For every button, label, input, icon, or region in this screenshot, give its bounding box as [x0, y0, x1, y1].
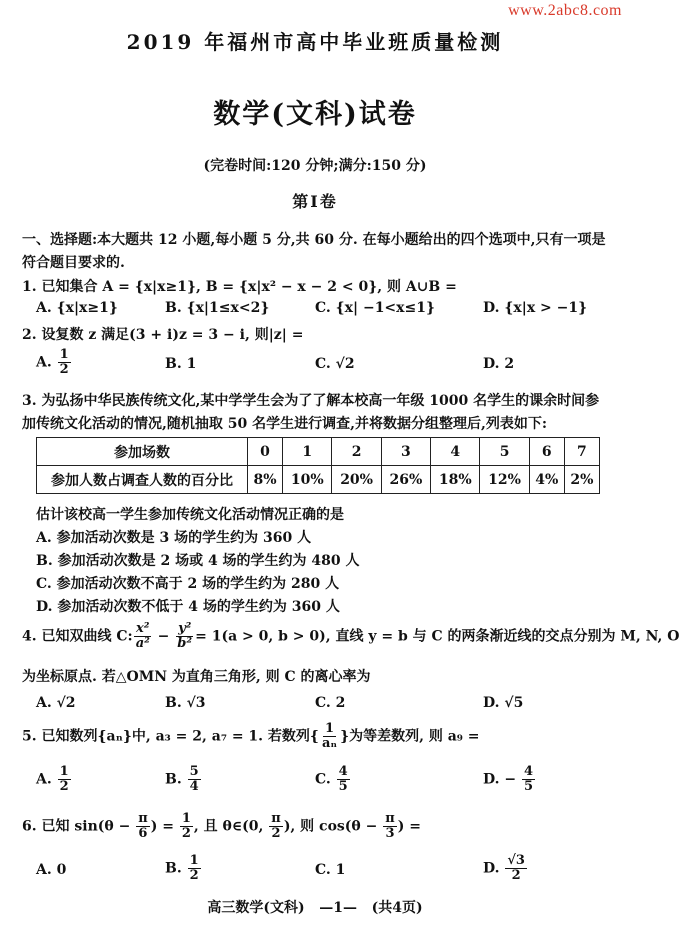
participation-table: [36, 437, 600, 494]
fraction-denominator: 2: [511, 868, 521, 883]
q4-option-a: A. √2: [36, 695, 76, 711]
q6-stem-part-5: ) =: [397, 818, 421, 835]
fraction-denominator: 4: [189, 779, 199, 794]
q4-fraction-x: [134, 622, 152, 651]
fraction-numerator: π: [138, 811, 148, 826]
fraction-denominator: 2: [59, 779, 69, 794]
table-cell: 2: [332, 438, 381, 466]
table-cell: 7: [564, 438, 599, 466]
q3-option-d: D. 参加活动次数不低于 4 场的学生约为 360 人: [36, 599, 340, 615]
exam-header-title: 2019 年福州市高中毕业班质量检测: [126, 30, 504, 54]
q1-option-c: C. {x| −1<x≤1}: [315, 300, 435, 316]
q6-fraction-4: [383, 812, 397, 841]
fraction-denominator: 2: [271, 826, 281, 841]
exam-info: (完卷时间:120 分钟;满分:150 分): [203, 158, 427, 174]
q6-stem: [22, 812, 421, 841]
q5-stem-suffix: }为等差数列, 则 a₉ =: [340, 728, 480, 745]
table-cell: 5: [480, 438, 529, 466]
table-row-header: 参加场数: [37, 438, 248, 466]
fraction-denominator: 5: [338, 779, 348, 794]
q4-stem-line-1: 4. 已知双曲线 C: $\frac{\text{x²}}{\text{a²}}$ − $\frac{\text{y²}}{\text{b²}}$ = 1(a > 0, b > 0), 直线 y = b 与 C 的两条渐近线的交点分别为 M, N, O: [22, 621, 680, 651]
q6-option-b-label: B.: [165, 860, 182, 877]
q3-prompt: 估计该校高一学生参加传统文化活动情况正确的是: [36, 507, 344, 523]
q5-option-d-label: D. −: [483, 771, 517, 788]
table-row: [37, 466, 600, 494]
table-cell: 4%: [529, 466, 564, 494]
q5-stem-prefix: 5. 已知数列{aₙ}中, a₃ = 2, a₇ = 1. 若数列{: [22, 728, 319, 745]
watermark-url: www.2abc8.com: [508, 2, 622, 19]
q6-stem-part-3: , 且 θ∈(0,: [193, 818, 264, 835]
q6-fraction-1: [136, 812, 150, 841]
q3-option-b: B. 参加活动次数是 2 场或 4 场的学生约为 480 人: [36, 553, 360, 569]
table-row-header: 参加人数占调查人数的百分比: [37, 466, 248, 494]
q2-stem: 2. 设复数 z 满足(3 + i)z = 3 − i, 则|z| =: [22, 327, 304, 343]
fraction-numerator: 1: [325, 721, 335, 736]
q6-fraction-2: [180, 812, 193, 841]
q2-option-a-fraction: [58, 348, 71, 377]
q5-option-c-fraction: [337, 765, 350, 794]
fraction-numerator: 1: [59, 347, 69, 362]
q5-option-c-label: C.: [315, 771, 331, 788]
q3-stem-line-2: 加传统文化活动的情况,随机抽取 50 名学生进行调查,并将数据分组整理后,列表如下:: [22, 416, 548, 432]
fraction-numerator: 1: [189, 853, 199, 868]
fraction-denominator: 2: [181, 826, 191, 841]
q1-option-b: B. {x|1≤x<2}: [165, 300, 270, 316]
q6-option-c: C. 1: [315, 862, 346, 878]
fraction-numerator: y²: [178, 621, 192, 636]
q6-option-a: A. 0: [36, 862, 67, 878]
q4-option-c: C. 2: [315, 695, 346, 711]
fraction-numerator: 1: [181, 811, 191, 826]
table-cell: 20%: [332, 466, 381, 494]
fraction-denominator: 6: [138, 826, 148, 841]
fraction-denominator: 2: [59, 362, 69, 377]
q2-option-a: [36, 348, 72, 377]
q6-stem-part-4: ), 则 cos(θ −: [283, 818, 378, 835]
fraction-denominator: 3: [385, 826, 395, 841]
q6-stem-part-2: ) =: [150, 818, 174, 835]
table-cell: 8%: [248, 466, 283, 494]
fraction-denominator: a²: [135, 636, 150, 651]
q4-stem-prefix: 4. 已知双曲线 C:: [22, 628, 133, 645]
q4-fraction-y: [175, 622, 194, 651]
q5-option-d-fraction: [522, 765, 535, 794]
q6-option-d-label: D.: [483, 860, 500, 877]
instructions-line-1: 一、选择题:本大题共 12 小题,每小题 5 分,共 60 分. 在每小题给出的四个选项中,只有一项是: [22, 232, 606, 248]
q5-stem: [22, 722, 480, 751]
q4-option-b: B. √3: [165, 695, 206, 711]
q2-option-c: C. √2: [315, 356, 355, 372]
q3-stem-line-1: 3. 为弘扬中华民族传统文化,某中学学生会为了了解本校高一年级 1000 名学生的课余时间参: [22, 393, 600, 409]
q6-stem-part-1: 6. 已知 sin(θ −: [22, 818, 131, 835]
q5-option-a-label: A.: [36, 771, 52, 788]
q2-option-a-label: A.: [36, 354, 52, 371]
fraction-numerator: 5: [189, 764, 199, 779]
q5-option-b-fraction: [188, 765, 201, 794]
q4-option-d: D. √5: [483, 695, 524, 711]
q2-option-d: D. 2: [483, 356, 515, 372]
fraction-numerator: √3: [507, 853, 525, 868]
fraction-numerator: π: [385, 811, 395, 826]
q3-option-a: A. 参加活动次数是 3 场的学生约为 360 人: [36, 530, 312, 546]
q1-option-a: A. {x|x≥1}: [36, 300, 118, 316]
subject-title: 数学(文科)试卷: [213, 99, 417, 130]
q6-fraction-3: [269, 812, 283, 841]
fraction-numerator: 1: [59, 764, 69, 779]
fraction-numerator: π: [271, 811, 281, 826]
fraction-denominator: aₙ: [321, 736, 338, 751]
table-cell: 0: [248, 438, 283, 466]
page-footer: 高三数学(文科) —1— (共4页): [207, 900, 423, 916]
fraction-numerator: 4: [524, 764, 534, 779]
table-row: [37, 438, 600, 466]
table-cell: 3: [381, 438, 430, 466]
q5-option-b: [165, 765, 202, 794]
table-cell: 2%: [564, 466, 599, 494]
q3-option-c: C. 参加活动次数不高于 2 场的学生约为 280 人: [36, 576, 340, 592]
q6-option-d-fraction: [505, 854, 527, 883]
table-cell: 10%: [283, 466, 332, 494]
fraction-denominator: 5: [524, 779, 534, 794]
q5-option-d: [483, 765, 536, 794]
q1-stem: 1. 已知集合 A = {x|x≥1}, B = {x|x² − x − 2 < 0}, 则 A∪B =: [22, 279, 457, 295]
q6-option-d: [483, 854, 528, 883]
q4-stem-line-2: 为坐标原点. 若△OMN 为直角三角形, 则 C 的离心率为: [22, 669, 371, 685]
q6-option-b: [165, 854, 202, 883]
q1-option-d: D. {x|x > −1}: [483, 300, 588, 316]
fraction-denominator: 2: [189, 868, 199, 883]
q4-stem-suffix: = 1(a > 0, b > 0), 直线 y = b 与 C 的两条渐近线的交点分别为 M, N, O: [195, 628, 680, 645]
table-cell: 18%: [431, 466, 480, 494]
fraction-numerator: 4: [338, 764, 348, 779]
q6-option-b-fraction: [188, 854, 201, 883]
q5-option-c: [315, 765, 351, 794]
section-heading: 第Ⅰ卷: [292, 192, 338, 211]
table-cell: 12%: [480, 466, 529, 494]
q2-option-b: B. 1: [165, 356, 197, 372]
fraction-denominator: b²: [177, 636, 193, 651]
table-cell: 26%: [381, 466, 430, 494]
q5-option-b-label: B.: [165, 771, 182, 788]
instructions-line-2: 符合题目要求的.: [22, 255, 125, 271]
table-cell: 4: [431, 438, 480, 466]
q5-option-a-fraction: [58, 765, 71, 794]
table-cell: 1: [283, 438, 332, 466]
fraction-numerator: x²: [136, 621, 150, 636]
table-cell: 6: [529, 438, 564, 466]
q5-stem-fraction: [320, 722, 339, 751]
q5-option-a: [36, 765, 72, 794]
